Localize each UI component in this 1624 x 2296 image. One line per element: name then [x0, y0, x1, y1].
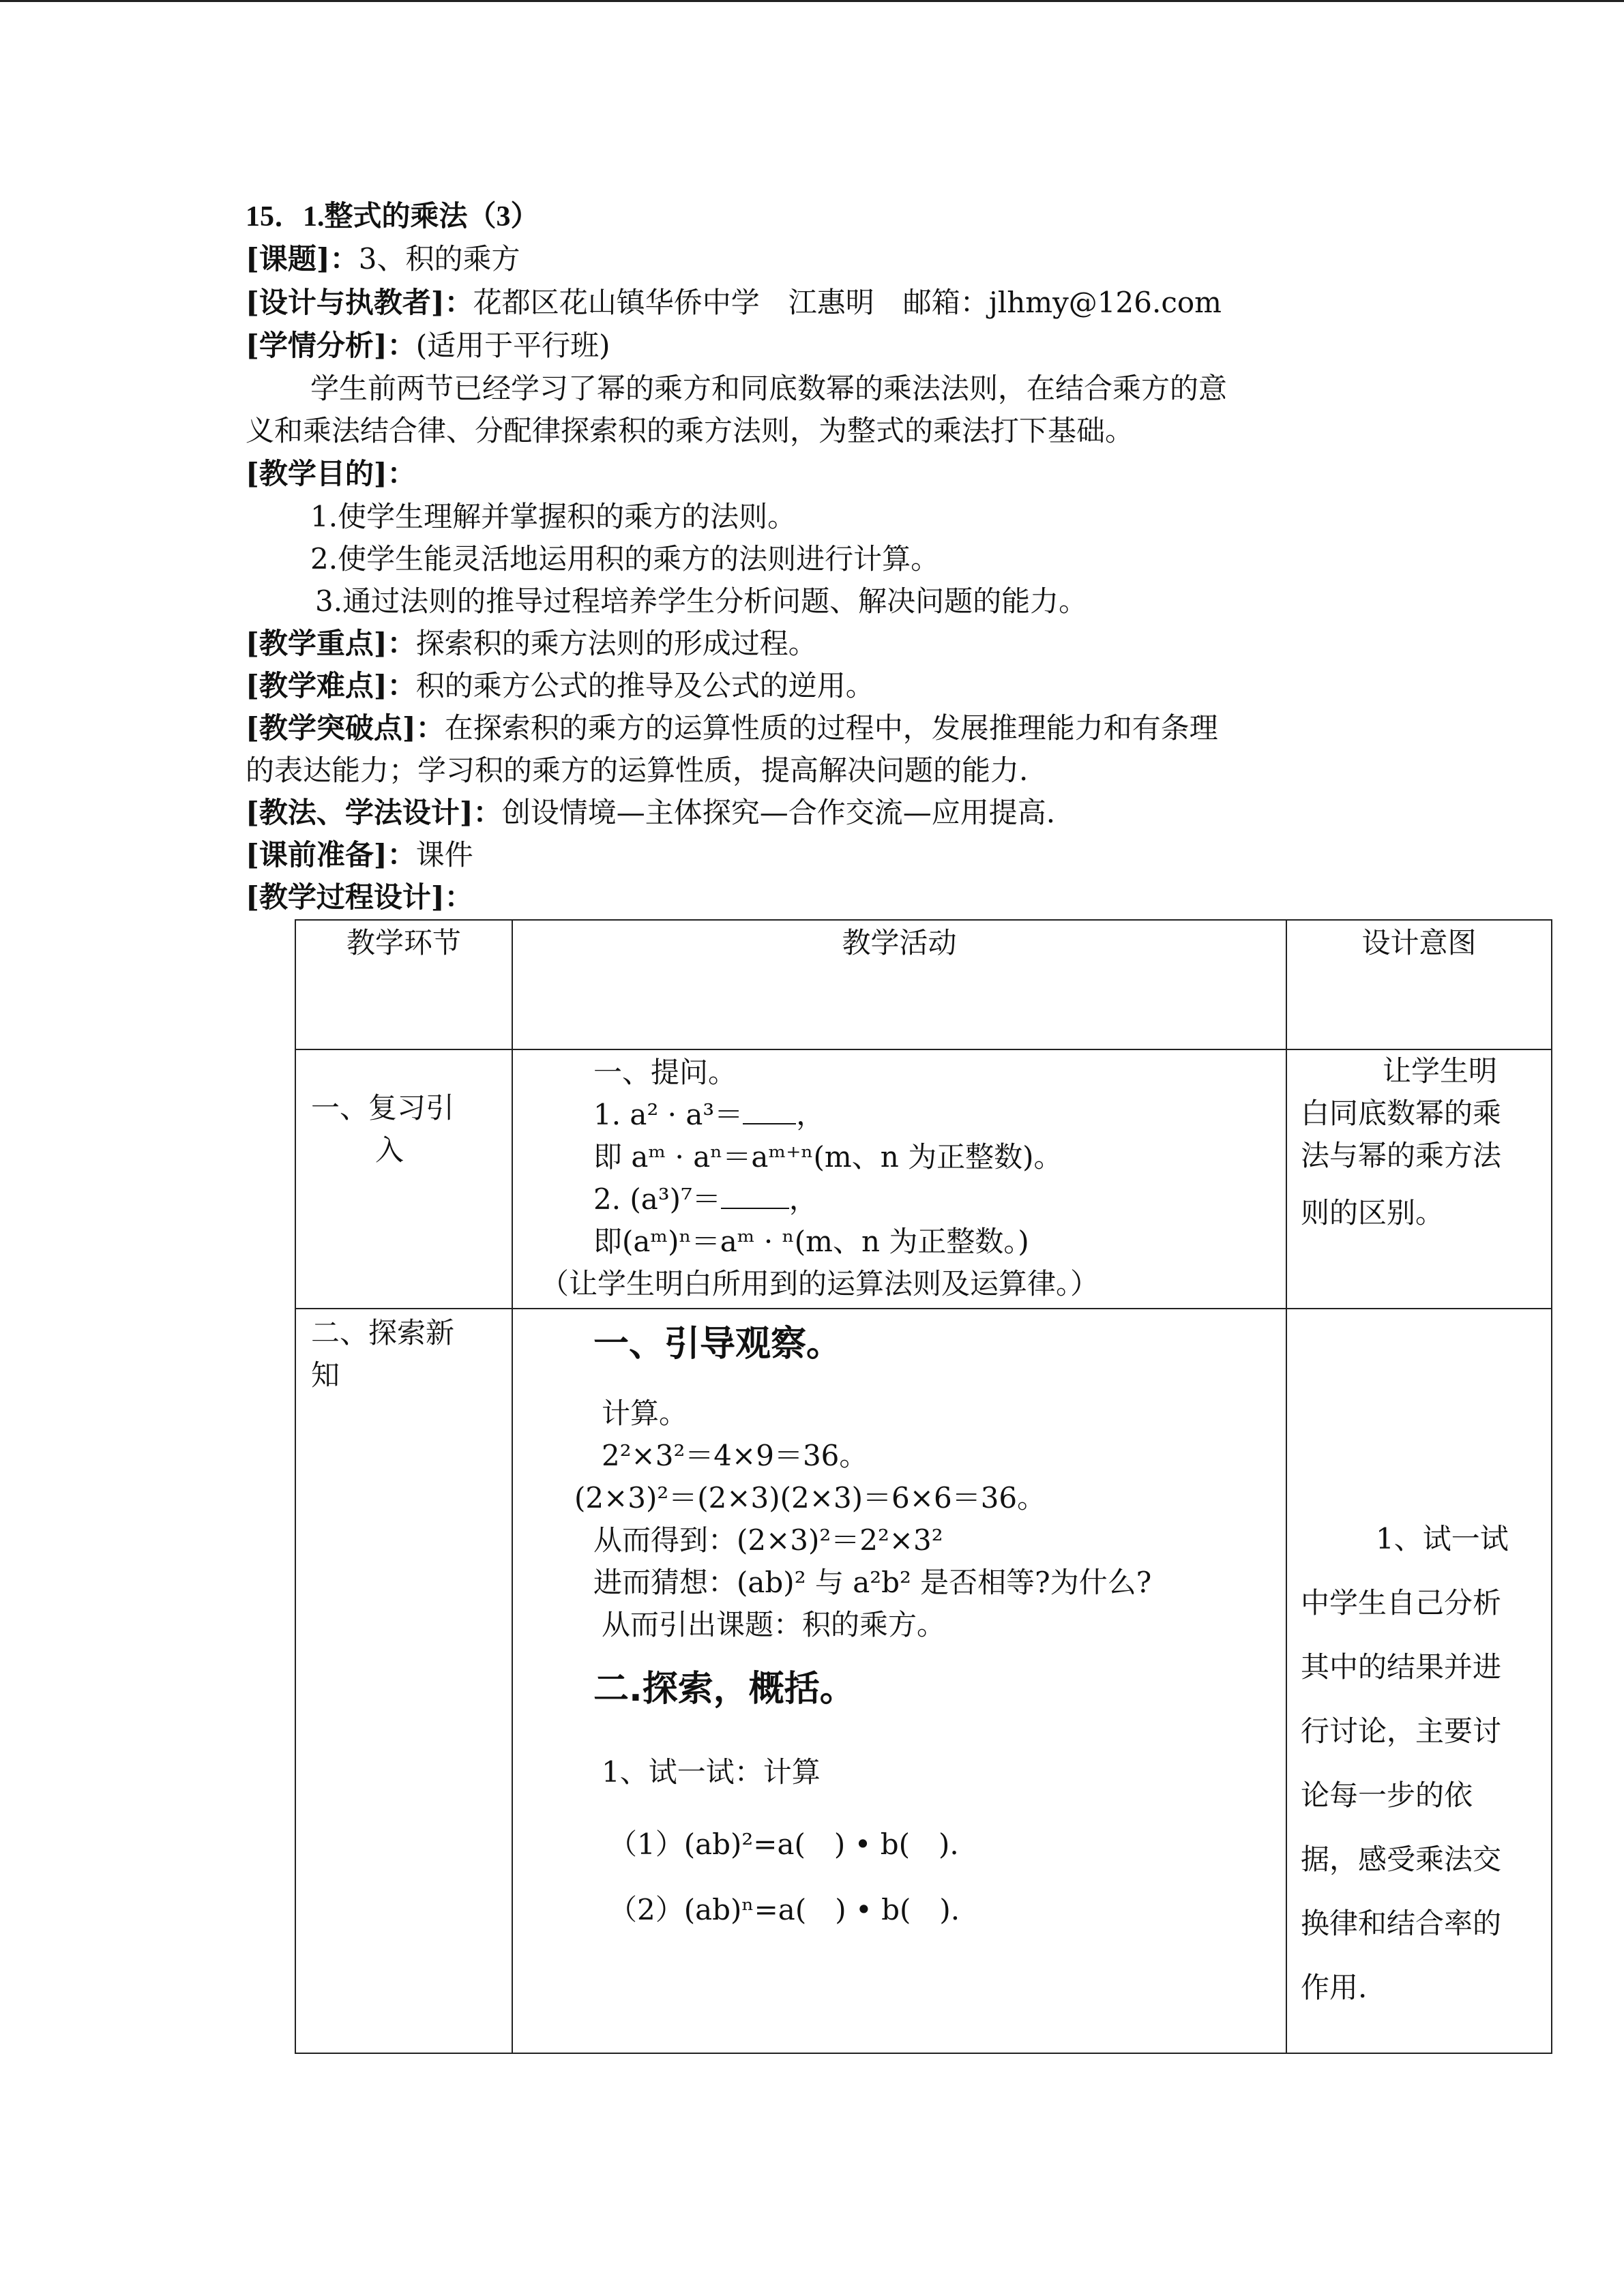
- row2-eq4: 进而猜想：(ab)² 与 a²b² 是否相等?为什么?: [593, 1566, 1152, 1599]
- breakthrough-line: [246, 708, 1218, 749]
- row1-activity-cell: [512, 1049, 1286, 1309]
- breakthrough-value-1: 在探索积的乘方的运算性质的过程中，发展推理能力和有条理: [444, 711, 1218, 745]
- row2-problem-1: （1）(ab)²=a( ) • b( ).: [608, 1828, 959, 1861]
- goals-label: [教学目的]：: [246, 457, 416, 490]
- analysis-value: (适用于平行班): [415, 329, 610, 362]
- row1-q1-suffix: ，: [796, 1098, 825, 1131]
- difficulty-line: [246, 666, 874, 706]
- row1-intent-3: 法与幂的乘方法: [1301, 1139, 1502, 1172]
- row2-stage-2: 知: [311, 1358, 340, 1392]
- row1-intent-2: 白同底数幂的乘: [1301, 1097, 1502, 1130]
- page-title: 15．1.整式的乘法（3）: [246, 201, 540, 233]
- header-stage: 教学环节: [295, 920, 512, 1049]
- row2-try-label: 1、试一试：计算: [602, 1755, 821, 1789]
- method-line: [246, 792, 1055, 833]
- breakthrough-value-2: 的表达能力；学习积的乘方的运算性质，提高解决问题的能力.: [246, 754, 1029, 787]
- row2-calc-label: 计算。: [602, 1397, 688, 1430]
- key-point-value: 探索积的乘方法则的形成过程。: [415, 627, 817, 660]
- row2-intent-7: 换律和结合率的: [1301, 1907, 1502, 1940]
- row1-note: （让学生明白所用到的运算法则及运算律。）: [540, 1267, 1099, 1300]
- row2-intent-5: 论每一步的依: [1301, 1778, 1473, 1812]
- process-label: [教学过程设计]：: [246, 880, 473, 914]
- analysis-line: [246, 325, 610, 366]
- analysis-text-2: 义和乘法结合律、分配律探索积的乘方法则，为整式的乘法打下基础。: [246, 414, 1134, 447]
- analysis-text-1: 学生前两节已经学习了幂的乘方和同底数幂的乘法法则，在结合乘方的意: [310, 372, 1228, 405]
- analysis-label: [学情分析]：: [246, 329, 416, 362]
- breakthrough-label: [教学突破点]：: [246, 711, 445, 745]
- row1-q2-suffix: ，: [788, 1182, 818, 1216]
- row2-stage-1: 二、探索新: [311, 1316, 455, 1350]
- header-intent: 设计意图: [1286, 920, 1552, 1049]
- row1-q1-rule: 即 aᵐ · aⁿ＝aᵐ⁺ⁿ(m、n 为正整数)。: [593, 1140, 1063, 1174]
- key-point-line: [246, 623, 817, 664]
- row1-q1-prefix: 1. a² · a³＝: [593, 1098, 743, 1131]
- row2-eq3: 从而得到：(2×3)²＝2²×3²: [593, 1523, 943, 1557]
- row1-intent-cell: [1286, 1049, 1552, 1309]
- teaching-process-table: [295, 919, 1552, 2054]
- goal-item-2: 2.使学生能灵活地运用积的乘方的法则进行计算。: [310, 542, 940, 576]
- row2-eq1: 2²×3²＝4×9＝36。: [602, 1439, 868, 1472]
- table-row: [295, 1049, 1552, 1309]
- prep-value: 课件: [415, 838, 473, 871]
- goal-item-3: 3.通过法则的推导过程培养学生分析问题、解决问题的能力。: [315, 584, 1088, 618]
- difficulty-value: 积的乘方公式的推导及公式的逆用。: [415, 669, 874, 702]
- table-header-row: [295, 920, 1552, 1049]
- row2-intent-2: 中学生自己分析: [1301, 1586, 1502, 1620]
- row1-q2: [593, 1180, 818, 1219]
- row2-stage-cell: [295, 1309, 512, 2053]
- row2-intent-6: 据，感受乘法交: [1301, 1843, 1502, 1876]
- row2-intent-4: 行讨论，主要讨: [1301, 1714, 1502, 1748]
- q1-answer-blank: [743, 1096, 796, 1124]
- row1-q2-rule: 即(aᵐ)ⁿ＝aᵐ · ⁿ(m、n 为正整数。): [593, 1225, 1029, 1258]
- row2-section-observe: 一、引导观察。: [593, 1324, 842, 1365]
- row2-intent-cell: [1286, 1309, 1552, 2053]
- row2-problem-2: （2）(ab)ⁿ=a( ) • b( ).: [608, 1893, 960, 1926]
- row1-stage-2: 入: [375, 1133, 404, 1167]
- row2-eq5: 从而引出课题：积的乘方。: [602, 1608, 946, 1641]
- row1-q2-prefix: 2. (a³)⁷＝: [593, 1182, 721, 1216]
- row2-intent-8: 作用.: [1301, 1971, 1368, 2004]
- designer-label: [设计与执教者]：: [246, 286, 473, 319]
- designer-value: 花都区花山镇华侨中学 江惠明 邮箱：jlhmy@126.com: [473, 286, 1222, 319]
- row1-stage-cell: [295, 1049, 512, 1309]
- row2-activity-cell: [512, 1309, 1286, 2053]
- row1-q1: [593, 1095, 825, 1135]
- header-activity: 教学活动: [512, 920, 1286, 1049]
- row1-intent-4: 则的区别。: [1301, 1196, 1445, 1229]
- difficulty-label: [教学难点]：: [246, 669, 416, 702]
- row2-section-explore: 二.探索，概括。: [593, 1669, 855, 1710]
- table-row: [295, 1309, 1552, 2053]
- designer-line: [246, 282, 1222, 323]
- row2-intent-1: 1、试一试: [1376, 1522, 1509, 1555]
- row2-intent-3: 其中的结果并进: [1301, 1650, 1502, 1684]
- prep-line: [246, 835, 473, 876]
- goal-item-1: 1.使学生理解并掌握积的乘方的法则。: [310, 500, 797, 533]
- prep-label: [课前准备]：: [246, 838, 416, 871]
- topic-value: 3、积的乘方: [358, 242, 520, 275]
- row2-eq2: (2×3)²＝(2×3)(2×3)＝6×6＝36。: [574, 1481, 1046, 1515]
- row1-stage-1: 一、复习引: [311, 1091, 455, 1124]
- method-value: 创设情境—主体探究—合作交流—应用提高.: [501, 796, 1056, 829]
- q2-answer-blank: [721, 1180, 789, 1209]
- page-top-border: [0, 0, 1624, 2]
- key-point-label: [教学重点]：: [246, 627, 416, 660]
- topic-line: [246, 239, 520, 280]
- row1-intent-1: 让学生明: [1383, 1054, 1498, 1088]
- row1-question-title: 一、提问。: [593, 1056, 737, 1089]
- topic-label: [课题]：: [246, 242, 359, 275]
- method-label: [教法、学法设计]：: [246, 796, 502, 829]
